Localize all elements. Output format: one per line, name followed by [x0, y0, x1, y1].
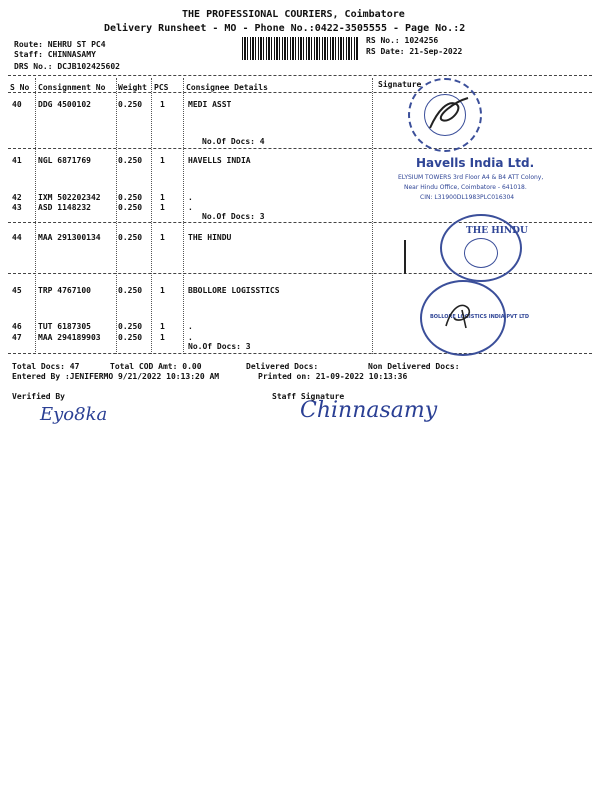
havells-stamp-address: ELYSIUM TOWERS 3rd Floor A4 & B4 ATT Colony, — [398, 174, 544, 181]
row-consignment: ASD 1148232 — [38, 203, 91, 212]
row-sno: 43 — [12, 203, 22, 212]
row-sno: 47 — [12, 333, 22, 342]
row-weight: 0.250 — [118, 333, 143, 342]
docs-count: No.Of Docs: 4 — [202, 137, 265, 146]
row-sno: 46 — [12, 322, 22, 331]
row-pcs: 1 — [160, 100, 165, 109]
havells-stamp-address: Near Hindu Office, Coimbatore - 641018. — [404, 184, 527, 191]
row-consignee: . — [188, 193, 193, 202]
verified-by-label: Verified By — [12, 392, 65, 401]
col-pcs: PCS — [154, 83, 169, 92]
drs-number: DRS No.: DCJB102425602 — [14, 62, 120, 71]
row-pcs: 1 — [160, 233, 165, 242]
row-weight: 0.250 — [118, 322, 143, 331]
bollore-stamp-text: BOLLORE LOGISTICS INDIA PVT LTD — [430, 314, 529, 320]
row-pcs: 1 — [160, 156, 165, 165]
stamp-inner-ring — [464, 238, 498, 268]
row-weight: 0.250 — [118, 100, 143, 109]
col-consignee: Consignee Details — [186, 83, 268, 92]
row-sno: 44 — [12, 233, 22, 242]
staff-signature-label: Staff Signature — [272, 392, 345, 401]
table-top-rule — [8, 75, 592, 76]
row-weight: 0.250 — [118, 193, 143, 202]
row-pcs: 1 — [160, 203, 165, 212]
row-consignee: . — [188, 322, 193, 331]
signature-stroke — [404, 240, 406, 274]
row-sno: 45 — [12, 286, 22, 295]
staff-label: Staff: CHINNASAMY — [14, 50, 96, 59]
delivered-docs: Delivered Docs: — [246, 362, 319, 371]
row-sno: 40 — [12, 100, 22, 109]
col-sep — [372, 78, 373, 354]
row-sno: 41 — [12, 156, 22, 165]
runsheet-title: Delivery Runsheet - MO - Phone No.:0422-3505555 - Page No.:2 — [104, 23, 466, 34]
docs-count: No.Of Docs: 3 — [202, 212, 265, 221]
row-consignee: THE HINDU — [188, 233, 232, 242]
row-consignment: TRP 4767100 — [38, 286, 91, 295]
hindu-stamp — [440, 214, 528, 282]
docs-count: No.Of Docs: 3 — [188, 342, 251, 351]
row-consignee: HAVELLS INDIA — [188, 156, 251, 165]
row-consignment: IXM 502202342 — [38, 193, 101, 202]
row-consignee: . — [188, 333, 193, 342]
havells-stamp-cin: CIN: L31900DL1983PLC016304 — [420, 194, 515, 201]
row-consignee: BBOLLORE LOGISSTICS — [188, 286, 280, 295]
entered-by: Entered By :JENIFERMO 9/21/2022 10:13:20 AM — [12, 372, 220, 381]
col-sno: S No — [10, 83, 30, 92]
row-weight: 0.250 — [118, 203, 143, 212]
col-sep — [116, 78, 117, 354]
total-docs: Total Docs: 47 — [12, 362, 80, 371]
non-delivered-docs: Non Delivered Docs: — [368, 362, 460, 371]
row-pcs: 1 — [160, 333, 165, 342]
row-pcs: 1 — [160, 322, 165, 331]
havells-stamp-name: Havells India Ltd. — [416, 156, 535, 170]
group-rule — [8, 148, 592, 149]
verified-by-signature: Eyo8ka — [40, 404, 108, 425]
hindu-stamp-text: THE HINDU — [466, 226, 528, 236]
row-consignee: MEDI ASST — [188, 100, 232, 109]
route-label: Route: NEHRU ST PC4 — [14, 40, 106, 49]
row-consignment: NGL 6871769 — [38, 156, 91, 165]
rs-number: RS No.: 1024256 — [366, 36, 439, 45]
col-weight: Weight — [118, 83, 147, 92]
row-consignee: . — [188, 203, 193, 212]
col-sep — [183, 78, 184, 354]
row-consignment: TUT 6187305 — [38, 322, 91, 331]
row-weight: 0.250 — [118, 233, 143, 242]
rs-date: RS Date: 21-Sep-2022 — [366, 47, 463, 56]
staff-handwritten-signature: Chinnasamy — [300, 398, 438, 423]
row-consignment: DDG 4500102 — [38, 100, 91, 109]
row-pcs: 1 — [160, 286, 165, 295]
row-weight: 0.250 — [118, 286, 143, 295]
company-title: THE PROFESSIONAL COURIERS, Coimbatore — [182, 9, 405, 20]
row-weight: 0.250 — [118, 156, 143, 165]
printed-on: Printed on: 21-09-2022 10:13:36 — [258, 372, 408, 381]
row-consignment: MAA 294189903 — [38, 333, 101, 342]
barcode — [242, 37, 358, 60]
row-sno: 42 — [12, 193, 22, 202]
header-bottom-rule — [8, 92, 592, 93]
row-pcs: 1 — [160, 193, 165, 202]
col-sep — [35, 78, 36, 354]
signature-scribble — [440, 298, 480, 334]
col-signature: Signature — [378, 80, 422, 89]
table-bottom-rule — [8, 353, 592, 354]
signature-scribble — [420, 90, 480, 140]
total-cod: Total COD Amt: 0.00 — [110, 362, 202, 371]
row-consignment: MAA 291300134 — [38, 233, 101, 242]
col-sep — [151, 78, 152, 354]
col-consignment: Consignment No — [38, 83, 106, 92]
